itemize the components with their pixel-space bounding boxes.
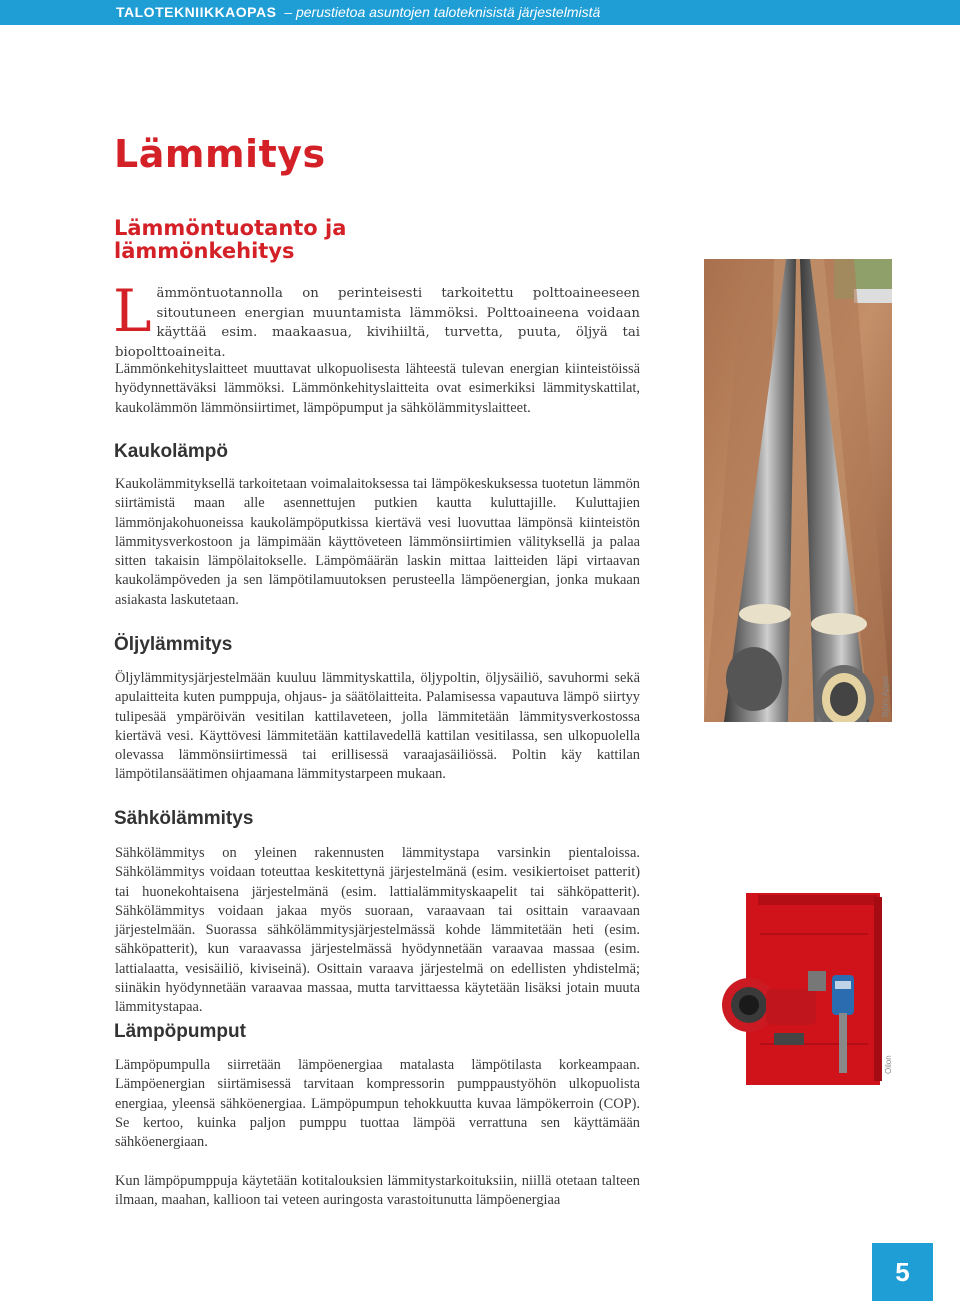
page-title: Lämmitys	[114, 132, 326, 176]
text-kaukolampo: Kaukolämmityksellä tarkoitetaan voimalaitoksessa tai lämpökeskuksessa tuotetun lämmön siirtämistä maan alle asennettujen putkien kautta kuluttajille. Kuluttajien lämmönjakohuoneissa kaukolämpöputkissa kiertävä vesi luovuttaa lämpönsä kiinteistön lämmitysverkostoon ja lämpimään käyttöveteen lämmönsiirtimien välityksellä ja palaa sitten takaisin lämpölaitokselle. Lämpömäärän laskin mittaa laitteiden läpi virtaavan kaukolämpöveden ja sen lämpötilamuutoksen perusteella lämpöenergian, jonka mukaan asiakasta laskutetaan.	[115, 476, 640, 608]
guide-subtitle: – perustietoa asuntojen taloteknisistä järjestelmistä	[284, 4, 601, 20]
heading-lampopumput: Lämpöpumput	[114, 1021, 246, 1042]
intro-text: ämmöntuotannolla on perinteisesti tarkoitettu polttoaineeseen sitoutuneen energian muuntamista lämmöksi. Polttoaineena voidaan käyttää esim. maakaasua, kivihiiltä, turvetta, puuta, öljyä tai biopolttoaineita.	[115, 286, 640, 360]
heading-kaukolampo: Kaukolämpö	[114, 441, 229, 462]
text-oljylammitys: Öljylämmitysjärjestelmään kuuluu lämmityskattila, öljypoltin, öljysäiliö, savuhormi sekä apulaitteita kuten pumppuja, ohjaus- ja säätölaitteita. Palamisessa vapautuva lämpö siirtyy tulipesää ympäröivän vesitilan kattilaveteen, jolla lämmitetään lämmitysverkostossa kiertävä vesi. Käyttövesi lämmitetään kattilavedellä kattilan vesitilassa, sen ulkopuolella olevassa lämmönsiirtimessä tai erillisessä varaajasäiliössä. Poltin käy kattilan lämpötilansäätimen ohjaamana lämmitystarpeen mukaan.	[115, 670, 640, 783]
text-lampopumput: Lämpöpumpulla siirretään lämpöenergiaa matalasta lämpötilasta korkeampaan. Lämpöenergian siirtämisessä tarvitaan kompressorin pumppaustyöhön ulkopuolista energiaa, yleensä sähköenergiaa. Lämpöpumpun tehokkuutta kuvaa lämpökerroin (COP). Se kertoo, kuinka paljon pumppu tuottaa lämpöä verrattuna sen käyttämään sähköenergiaan.	[115, 1057, 640, 1151]
district-heating-pipes-photo	[704, 259, 892, 722]
oil-boiler-photo	[714, 893, 884, 1089]
page-number: 5	[872, 1243, 933, 1301]
drop-cap: L	[113, 277, 152, 345]
boiler-illustration	[714, 893, 884, 1089]
header-bar	[0, 0, 960, 25]
guide-brand: TALOTEKNIIKKAOPAS	[116, 4, 277, 20]
intro-paragraph-2: Lämmönkehityslaitteet muuttavat ulkopuolisesta lähteestä tulevan energian kiinteistöissä hyödynnettäväksi lämmöksi. Lämmönkehityslaitteita ovat esimerkiksi lämmityskattilat, kaukolämmön lämmönsiirtimet, lämpöpumput ja sähkölämmityslaitteet.	[115, 361, 640, 416]
intro-paragraph	[113, 277, 640, 362]
closing-paragraph: Kun lämpöpumppuja käytetään kotitalouksien lämmitystarkoituksiin, niillä otetaan talteen ilmaan, maahan, kallioon tai veteen auringosta varastoitunutta lämpöenergiaa	[115, 1173, 640, 1209]
heading-sahkolammitys: Sähkölämmitys	[114, 808, 254, 829]
pipes-illustration	[704, 259, 892, 722]
section-title: Lämmöntuotanto ja lämmönkehitys	[114, 216, 347, 263]
photo-credit-pipes: Björn Appel	[881, 676, 890, 717]
photo-credit-boiler: Oilon	[884, 1055, 893, 1074]
heading-oljylammitys: Öljylämmitys	[114, 634, 233, 655]
text-sahkolammitys: Sähkölämmitys on yleinen rakennusten lämmitystapa varsinkin pientaloissa. Sähkölämmitys voidaan toteuttaa keskitettynä järjestelmänä (esim. vesikiertoiset patterit) tai huonekohtaisena järjestelmänä (esim. lattialämmityskaapelit tai sähköpatterit). Sähkölämmitys voidaan jakaa myös suoraan, varaavaan tai osittain varaavaan järjestelmään. Suorassa sähkölämmitysjärjestelmässä kohde lämmitetään heti (esim. sähköpatterit), kun varaavassa järjestelmässä hyödynnetään varaavaa massaa (esim. lattialaatta, vesisäiliö, kiviseinä). Osittain varaava järjestelmä on edellisten yhdistelmä; siinäkin hyödynnetään varaavaa massaa, mutta tarvittaessa käytetään lisäksi jotain muuta lämmitystapaa.	[115, 845, 640, 1016]
